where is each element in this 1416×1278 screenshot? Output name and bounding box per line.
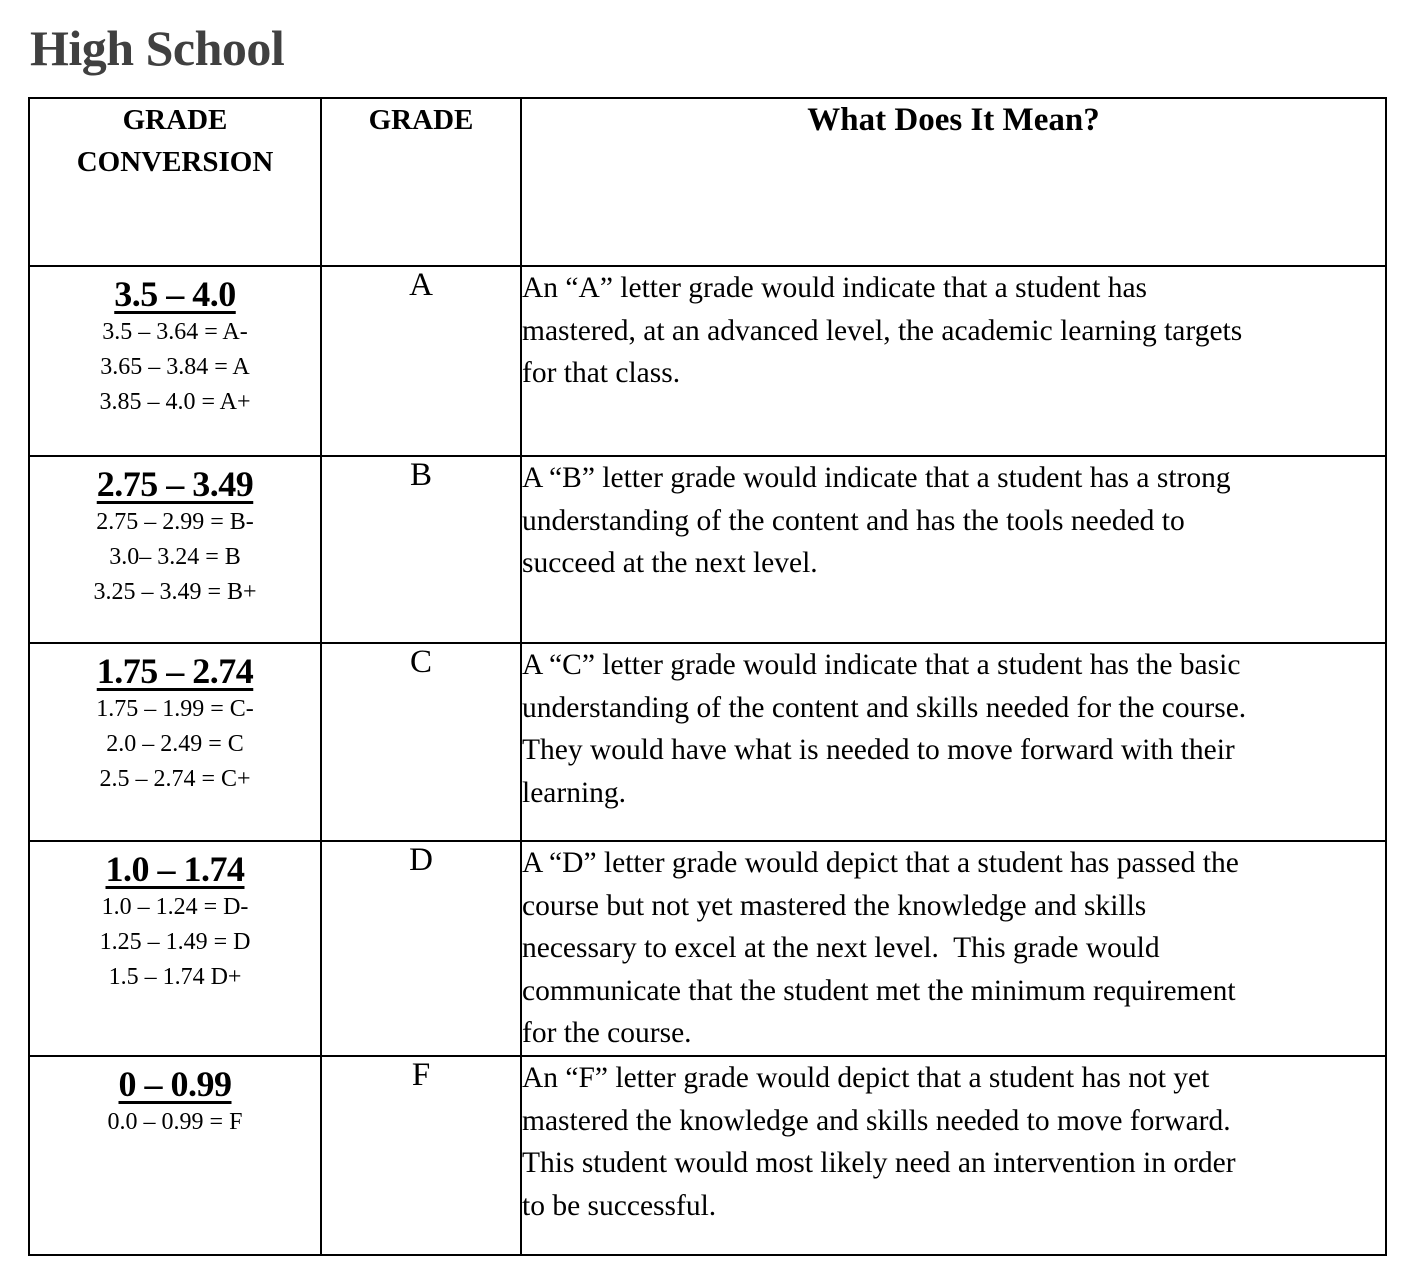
sub-range: 1.5 – 1.74 D+ [108,964,242,990]
grade-table [28,97,1387,1256]
description-line: An “A” letter grade would indicate that a student has [522,272,1148,304]
description-line: course but not yet mastered the knowledge and skills [522,889,1147,922]
table-row [29,456,1386,643]
description-cell [521,266,1386,456]
header-conversion-line1: GRADE [122,104,228,136]
description-line: for that class. [522,357,681,389]
table-row [29,841,1386,1056]
letter-grade: D [321,841,521,1056]
page-title: High School [30,20,285,76]
conversion-cell [29,643,321,841]
description-line: An “F” letter grade would depict that a student has not yet [522,1062,1210,1094]
range-main: 1.75 – 2.74 [96,651,254,691]
letter-grade: A [321,266,521,456]
description-cell [521,643,1386,841]
description-line: A “D” letter grade would depict that a student has passed the [522,847,1239,879]
description-line: for the course. [522,1017,692,1049]
range-main: 2.75 – 3.49 [96,464,254,504]
header-grade-conversion [29,98,321,266]
letter-grade: B [321,456,521,643]
table-row [29,1056,1386,1255]
conversion-cell [29,266,321,456]
sub-range: 3.85 – 4.0 = A+ [99,389,251,415]
description-line: learning. [522,776,627,809]
conversion-cell [29,841,321,1056]
header-what-does-it-mean: What Does It Mean? [521,98,1386,266]
sub-range: 1.75 – 1.99 = C- [96,696,254,722]
description-line: mastered, at an advanced level, the academic learning targets [522,314,1243,347]
sub-range: 3.25 – 3.49 = B+ [93,579,257,605]
letter-grade: C [321,643,521,841]
sub-range: 2.0 – 2.49 = C [106,731,244,757]
header-grade: GRADE [321,98,521,266]
sub-range: 2.5 – 2.74 = C+ [99,766,251,792]
description-line: A “B” letter grade would indicate that a student has a strong [522,462,1231,494]
table-row [29,643,1386,841]
letter-grade: F [321,1056,521,1255]
description-line: mastered the knowledge and skills needed to move forward. [522,1104,1231,1137]
conversion-cell [29,456,321,643]
description-line: to be successful. [522,1189,717,1222]
description-cell [521,841,1386,1056]
table-header-row [29,98,1386,266]
sub-range: 3.0– 3.24 = B [109,544,241,570]
description-line: succeed at the next level. [522,547,818,579]
description-line: This student would most likely need an intervention in order [522,1147,1236,1179]
range-main: 1.0 – 1.74 [105,849,245,889]
table-row [29,266,1386,456]
sub-range: 1.25 – 1.49 = D [99,929,251,955]
description-line: They would have what is needed to move forward with their [522,734,1235,766]
range-main: 3.5 – 4.0 [114,274,236,314]
description-line: A “C” letter grade would indicate that a student has the basic [522,649,1241,681]
sub-range: 2.75 – 2.99 = B- [96,509,254,535]
description-line: necessary to excel at the next level. This grade would [522,932,1160,964]
description-line: communicate that the student met the minimum requirement [522,974,1236,1007]
sub-range: 3.65 – 3.84 = A [100,354,250,380]
range-main: 0 – 0.99 [118,1064,232,1104]
sub-range: 0.0 – 0.99 = F [107,1109,243,1135]
conversion-cell [29,1056,321,1255]
header-conversion-line2: CONVERSION [76,146,274,178]
description-line: understanding of the content and skills needed for the course. [522,691,1247,724]
description-line: understanding of the content and has the tools needed to [522,504,1185,537]
sub-range: 1.0 – 1.24 = D- [101,894,249,920]
description-cell [521,1056,1386,1255]
description-cell [521,456,1386,643]
sub-range: 3.5 – 3.64 = A- [102,319,248,345]
